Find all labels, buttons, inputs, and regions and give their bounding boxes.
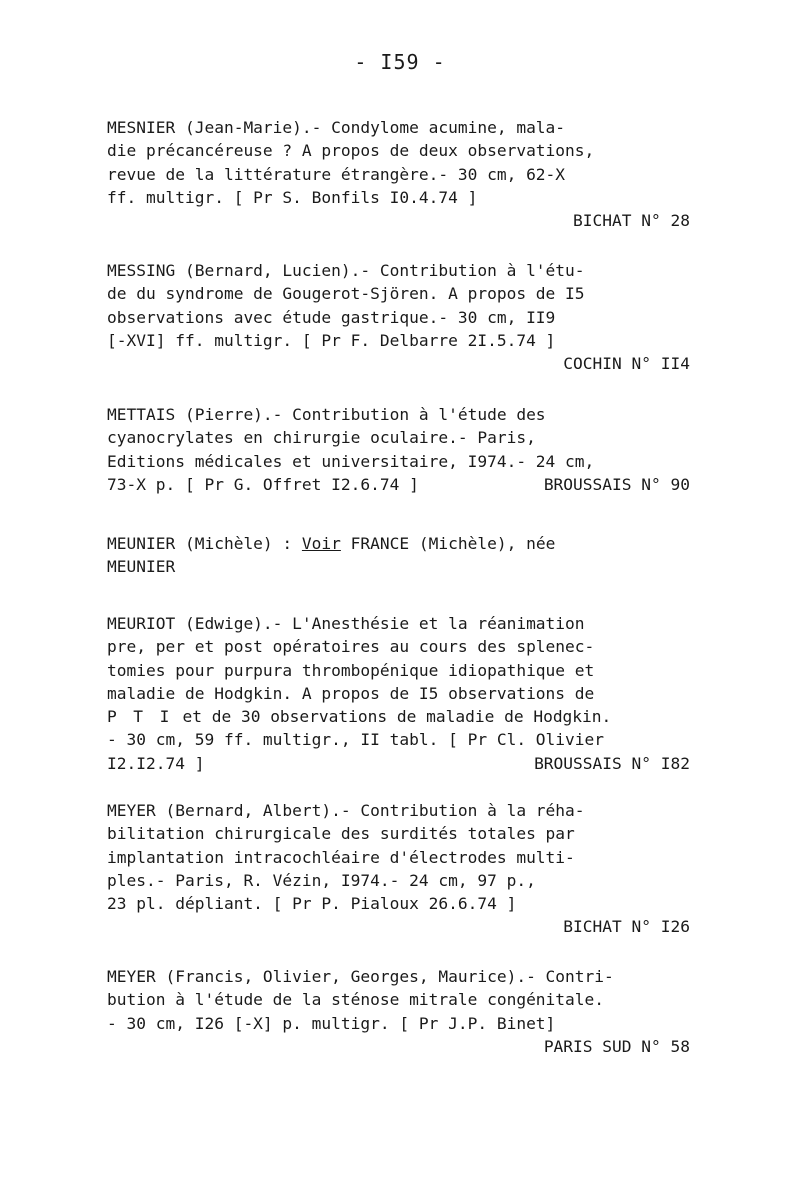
entry-line: maladie de Hodgkin. A propos de I5 observations de (107, 683, 595, 703)
entry-line: observations avec étude gastrique.- 30 cm, II9 (107, 307, 556, 327)
entry-line: MEYER (Bernard, Albert).- Contribution à la réha- (107, 801, 585, 820)
entry-line: - 30 cm, 59 ff. multigr., II tabl. [ Pr Cl. Olivier (107, 730, 605, 750)
entry-line: Editions médicales et universitaire, I974.- 24 cm, (107, 451, 595, 471)
entry-line: revue de la littérature étrangère.- 30 cm, 62-X (107, 164, 566, 184)
entry-line: die précancéreuse ? A propos de deux observations, (107, 141, 595, 161)
entry-meyer-bernard (107, 799, 690, 939)
entry-line: implantation intracochléaire d'électrodes multi- (107, 847, 575, 867)
entry-text: FRANCE (Michèle), née (340, 534, 556, 553)
entry-line: 73-X p. [ Pr G. Offret I2.6.74 ] (107, 474, 419, 494)
page-number: - I59 - (354, 50, 446, 74)
entry-location: BROUSSAIS N° 90 (543, 474, 690, 494)
entry-line: METTAIS (Pierre).- Contribution à l'étude des (107, 405, 546, 424)
entry-line: 23 pl. dépliant. [ Pr P. Pialoux 26.6.74 ] (107, 894, 517, 914)
entry-line: ff. multigr. [ Pr S. Bonfils I0.4.74 ] (107, 187, 478, 207)
entry-location: BICHAT N° 28 (573, 211, 690, 231)
entry-last-row (107, 473, 690, 496)
entry-text: MEUNIER (Michèle) : (107, 534, 302, 553)
entry-text: P T I (107, 707, 173, 727)
entry-line: cyanocrylates en chirurgie oculaire.- Paris, (107, 428, 536, 448)
entry-line: bution à l'étude de la sténose mitrale congénitale. (107, 990, 605, 1010)
entry-line (107, 532, 690, 555)
entry-line: pre, per et post opératoires au cours des splenec- (107, 637, 595, 657)
entry-line: MESSING (Bernard, Lucien).- Contribution à l'étu- (107, 261, 585, 280)
entry-mettais (107, 403, 690, 496)
entry-text: et de 30 observations de maladie de Hodgkin. (172, 707, 612, 727)
entry-mesnier (107, 116, 690, 232)
entry-line: - 30 cm, I26 [-X] p. multigr. [ Pr J.P. Binet] (107, 1013, 556, 1033)
entry-line (107, 705, 690, 728)
entry-location: BICHAT N° I26 (563, 917, 690, 937)
entry-line: MEUNIER (107, 557, 176, 577)
entry-location: BROUSSAIS N° I82 (534, 753, 690, 773)
voir-reference: Voir (301, 534, 341, 553)
entry-line: [-XVI] ff. multigr. [ Pr F. Delbarre 2I.5.74 ] (107, 330, 556, 350)
entry-line: bilitation chirurgicale des surdités totales par (107, 824, 575, 844)
entry-location: COCHIN N° II4 (563, 354, 690, 374)
entry-line: MEURIOT (Edwige).- L'Anesthésie et la réanimation (107, 614, 585, 633)
entry-messing (107, 259, 690, 375)
entry-last-row (107, 752, 690, 775)
entry-line: ples.- Paris, R. Vézin, I974.- 24 cm, 97 p., (107, 870, 536, 890)
entry-line: I2.I2.74 ] (107, 753, 205, 773)
entry-location: PARIS SUD N° 58 (543, 1036, 690, 1056)
entry-meuriot (107, 612, 690, 775)
entry-line: MEYER (Francis, Olivier, Georges, Maurice).- Contri- (107, 967, 614, 986)
entry-meyer-francis (107, 965, 690, 1058)
entry-meunier (107, 532, 690, 579)
entry-line: de du syndrome de Gougerot-Sjören. A propos de I5 (107, 284, 585, 304)
entry-line: tomies pour purpura thrombopénique idiopathique et (107, 660, 595, 680)
entry-line: MESNIER (Jean-Marie).- Condylome acumine, mala- (107, 118, 566, 137)
